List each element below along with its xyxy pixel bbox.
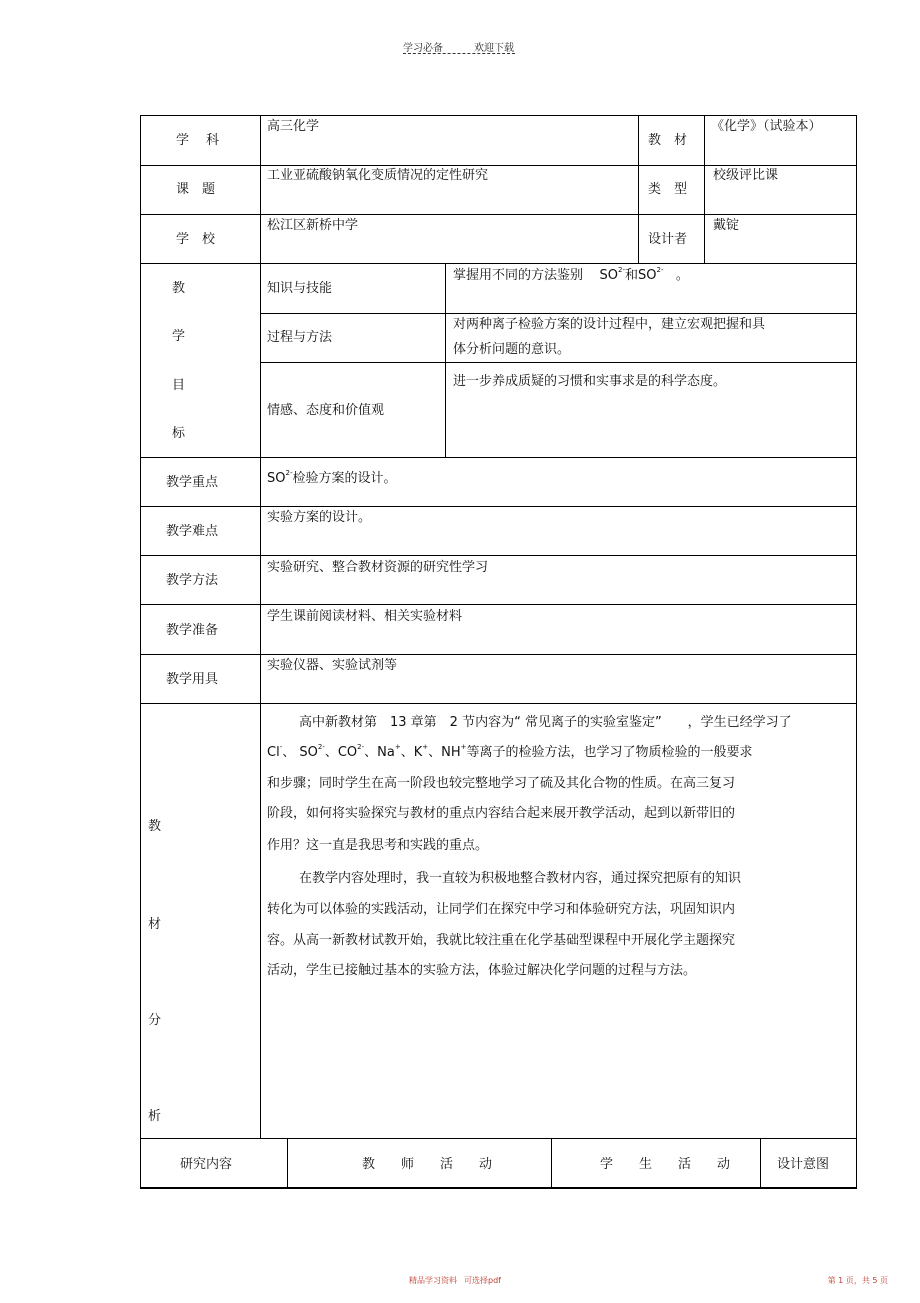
difficulty-label: 教学难点: [166, 524, 219, 539]
designer-value: 戴锭: [713, 218, 740, 233]
method-label: 教学方法: [166, 573, 219, 588]
school-label: 学 校: [176, 232, 216, 247]
topic-value: 工业亚硫酸钠氧化变质情况的定性研究: [267, 168, 489, 183]
goal-process-line2: 体分析问题的意识。: [453, 342, 571, 357]
analysis-line-3: 阶段，如何将实验探究与教材的重点内容结合起来展开教学活动，起到以新带旧的: [267, 806, 736, 821]
footer-mid: 可选择pdf: [464, 1276, 501, 1285]
research-content-header: 研究内容: [180, 1157, 233, 1172]
footer-page: 第 1 页，共 5 页: [827, 1276, 888, 1285]
analysis-label-1: 教: [148, 819, 162, 834]
header-left: 学习必备: [403, 43, 443, 54]
goals-label-3: 目: [172, 378, 186, 393]
analysis-line-4: 作用？这一直是我思考和实践的重点。: [267, 838, 489, 853]
type-value: 校级评比课: [713, 168, 779, 183]
goal-attitude-label: 情感、态度和价值观: [267, 403, 385, 418]
tools-value: 实验仪器、实验试剂等: [267, 658, 398, 673]
analysis-ions-line: Cl-、 $SO^{2-}$、$CO^{2-}$、Na+、K+、NH+等离子的检验方法，也学习了物质检验的一般要求: [267, 743, 753, 760]
analysis-label-2: 材: [148, 917, 162, 932]
analysis-line-2: 和步骤；同时学生在高一阶段也较完整地学习了硫及其化合物的性质。在高三复习: [267, 776, 736, 791]
goal-attitude-value: 进一步养成质疑的习惯和实事求是的科学态度。: [453, 374, 727, 389]
method-value: 实验研究、整合教材资源的研究性学习: [267, 560, 489, 575]
analysis-line-6: 转化为可以体验的实践活动，让同学们在探究中学习和体验研究方法，巩固知识内: [267, 902, 736, 917]
goals-label-2: 学: [172, 329, 186, 344]
type-label: 类 型: [648, 182, 688, 197]
analysis-label-3: 分: [148, 1013, 162, 1028]
goals-label-4: 标: [172, 426, 186, 441]
textbook-value: 《化学》（试验本）: [711, 119, 822, 134]
subject-label: 学 科: [176, 133, 222, 148]
key-label: 教学重点: [166, 475, 219, 490]
analysis-line-5: 在教学内容处理时，我一直较为积极地整合教材内容，通过探究把原有的知识: [299, 871, 742, 886]
design-intent-header: 设计意图: [777, 1157, 830, 1172]
footer-left: 精品学习资料: [409, 1276, 457, 1285]
analysis-label-4: 析: [148, 1109, 162, 1124]
school-value: 松江区新桥中学: [267, 218, 359, 233]
difficulty-value: 实验方案的设计。: [267, 510, 372, 525]
textbook-label: 教 材: [648, 133, 688, 148]
tools-label: 教学用具: [166, 672, 219, 687]
designer-label: 设计者: [648, 232, 688, 247]
teacher-activity-header: 教 师 活 动: [362, 1157, 493, 1172]
goal-process-line1: 对两种离子检验方案的设计过程中，建立宏观把握和具: [453, 317, 766, 332]
goal-knowledge-value: 掌握用不同的方法鉴别 $SO^{2-}$和$SO^{2-}$ 。: [453, 266, 689, 283]
goals-label-1: 教: [172, 281, 186, 296]
header-divider: [403, 53, 515, 54]
prep-label: 教学准备: [166, 623, 219, 638]
prep-value: 学生课前阅读材料、相关实验材料: [267, 609, 463, 624]
goal-process-label: 过程与方法: [267, 330, 333, 345]
analysis-line-7: 容。从高一新教材试教开始，我就比较注重在化学基础型课程中开展化学主题探究: [267, 933, 736, 948]
student-activity-header: 学 生 活 动: [600, 1157, 731, 1172]
header-right: 欢迎下载: [474, 43, 514, 54]
key-value: $SO^{2-}$检验方案的设计。: [267, 469, 397, 486]
subject-value: 高三化学: [267, 119, 320, 134]
topic-label: 课 题: [176, 182, 216, 197]
goal-knowledge-label: 知识与技能: [267, 281, 333, 296]
analysis-line-1: 高中新教材第 13 章第 2 节内容为“ 常见离子的实验室鉴定” ，学生已经学习了: [299, 715, 792, 730]
analysis-line-8: 活动，学生已接触过基本的实验方法，体验过解决化学问题的过程与方法。: [267, 963, 697, 978]
